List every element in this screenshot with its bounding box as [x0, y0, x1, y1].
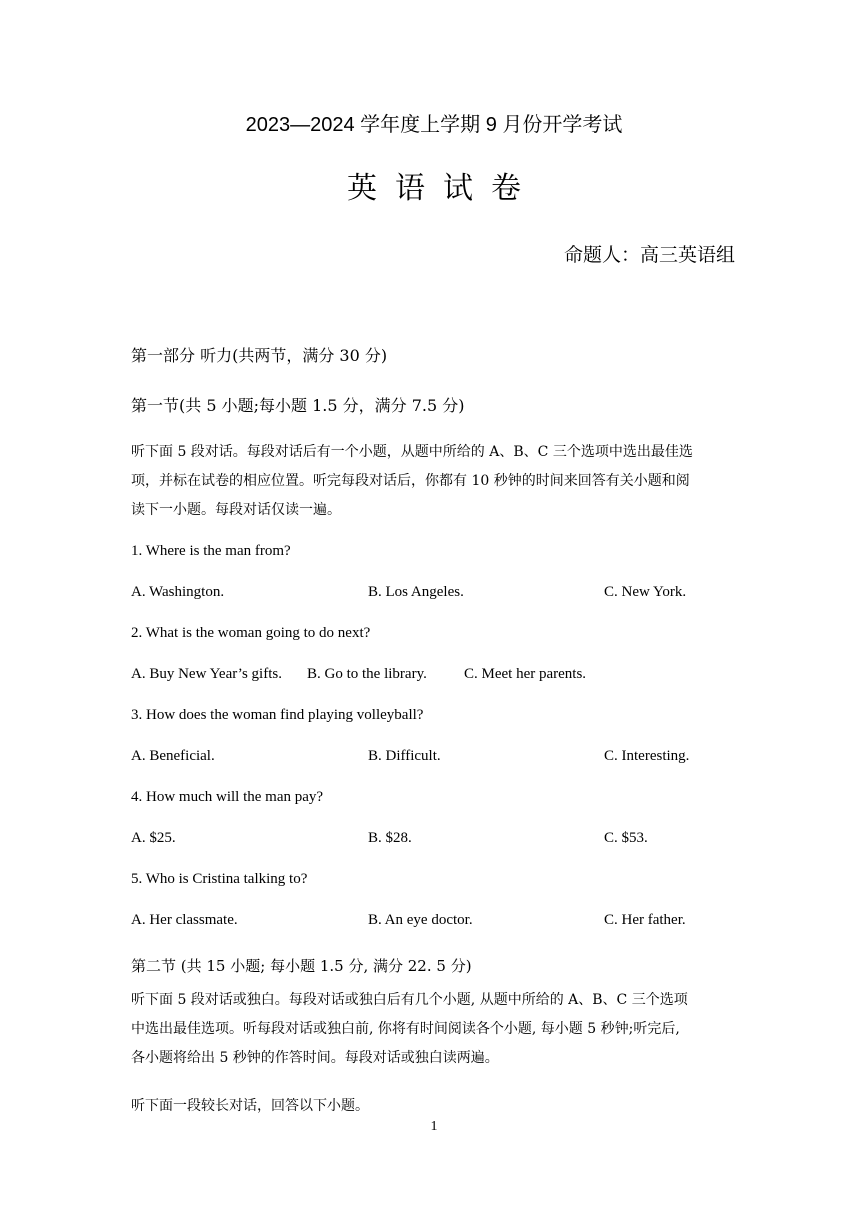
question-5-option-c: C. Her father. — [604, 912, 686, 928]
question-5-option-b: B. An eye doctor. — [368, 912, 473, 928]
section1-instruction-line: 项，并标在试卷的相应位置。听完每段对话后，你都有 10 秒钟的时间来回答有关小题和阅 — [131, 473, 690, 489]
section1-instruction-line: 听下面 5 段对话。每段对话后有一个小题，从题中所给的 A、B、C 三个选项中选出最佳选 — [131, 444, 693, 460]
section2-instruction-line: 各小题将给出 5 秒钟的作答时间。每段对话或独白读两遍。 — [131, 1050, 499, 1066]
section2-sub-instruction: 听下面一段较长对话，回答以下小题。 — [131, 1098, 369, 1114]
question-4: 4. How much will the man pay? — [131, 789, 324, 805]
question-2: 2. What is the woman going to do next? — [131, 625, 371, 641]
part1-heading: 第一部分 听力(共两节，满分 30 分) — [131, 346, 388, 365]
question-4-option-a: A. $25. — [131, 830, 176, 846]
question-2-option-c: C. Meet her parents. — [464, 666, 587, 682]
section2-instruction-line: 听下面 5 段对话或独白。每段对话或独白后有几个小题, 从题中所给的 A、B、C 三个选项 — [131, 992, 688, 1008]
question-4-option-b: B. $28. — [368, 830, 412, 846]
question-3-option-b: B. Difficult. — [368, 748, 441, 764]
question-1-option-b: B. Los Angeles. — [368, 584, 464, 600]
question-3-option-a: A. Beneficial. — [131, 748, 215, 764]
section1-heading: 第一节(共 5 小题;每小题 1.5 分，满分 7.5 分) — [131, 396, 465, 415]
question-1-option-a: A. Washington. — [131, 584, 225, 600]
question-5-option-a: A. Her classmate. — [131, 912, 238, 928]
question-2-option-b: B. Go to the library. — [307, 666, 427, 682]
question-2-option-a: A. Buy New Year’s gifts. — [131, 666, 282, 682]
question-5: 5. Who is Cristina talking to? — [131, 871, 308, 887]
section1-instruction-line: 读下一小题。每段对话仅读一遍。 — [131, 502, 341, 518]
question-3: 3. How does the woman find playing volleyball? — [131, 707, 424, 723]
question-1-option-c: C. New York. — [604, 584, 687, 600]
author-line: 命题人：高三英语组 — [563, 245, 735, 266]
subject-title: 英语试卷 — [347, 171, 539, 206]
question-1: 1. Where is the man from? — [131, 543, 291, 559]
page-number: 1 — [430, 1119, 438, 1134]
question-3-option-c: C. Interesting. — [604, 748, 690, 764]
section2-instruction-line: 中选出最佳选项。听每段对话或独白前, 你将有时间阅读各个小题, 每小题 5 秒钟;听完后, — [131, 1021, 680, 1037]
section2-heading: 第二节 (共 15 小题; 每小题 1.5 分, 满分 22. 5 分) — [131, 957, 472, 975]
exam-title: 2023—2024 学年度上学期 9 月份开学考试 — [245, 114, 623, 136]
question-4-option-c: C. $53. — [604, 830, 648, 846]
